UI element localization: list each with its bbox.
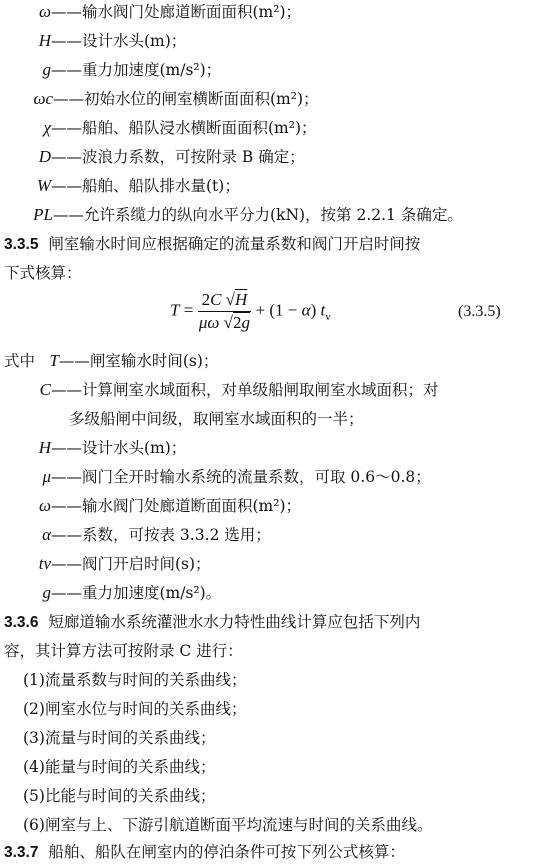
def2-alpha: α——系数，可按表 3.3.2 选用； [42,525,271,544]
section-3-3-6-line2: 容，其计算方法可按附录 C 进行： [4,642,243,660]
list-item-3: (3)流量与时间的关系曲线； [23,729,216,747]
list-item-4: (4)能量与时间的关系曲线； [23,758,216,776]
formula-3-3-5: T = $\frac{2C √H}{\mu\omega √2g}$ + (1 − α) $t_v$ [170,290,331,332]
def-chi: χ——船舶、船队浸水横断面面积(m²)； [43,118,317,137]
def-omega-c: ωc——初始水位的闸室横断面面积(m²)； [33,89,319,108]
section-3-3-7-heading: 3.3.7 船舶、船队在闸室内的停泊条件可按下列公式核算： [4,843,405,861]
section-3-3-6-heading: 3.3.6 短廊道输水系统灌泄水水力特性曲线计算应包括下列内 [4,613,421,631]
def2-C-cont: 多级船闸中间级，取闸室水域面积的一半； [69,410,364,428]
def2-H: H——设计水头(m)； [38,438,187,457]
formula-fraction: $\frac{2C √H}{\mu\omega √2g}$ [198,290,250,332]
list-item-2: (2)闸室水位与时间的关系曲线； [23,700,247,718]
list-item-6: (6)闸室与上、下游引航道断面平均流速与时间的关系曲线。 [23,816,433,834]
def2-tv: tv——阀门开启时间(s)； [38,554,211,573]
section-3-3-5-heading: 3.3.5 闸室输水时间应根据确定的流量系数和阀门开启时间按 [4,235,421,253]
def-omega: ω——输水阀门处廊道断面面积(m²)； [31,1,301,23]
shizhong-label: 式中 [4,352,36,370]
def-H: H——设计水头(m)； [38,31,187,50]
def2-mu: μ——阀门全开时输水系统的流量系数，可取 0.6～0.8； [42,467,431,486]
def-g: g——重力加速度(m/s²)； [42,60,222,79]
list-item-1: (1)流量系数与时间的关系曲线； [23,671,247,689]
def2-T: 式中 T——闸室输水时间(s)； [4,351,219,370]
list-item-5: (5)比能与时间的关系曲线； [23,787,216,805]
equation-number: (3.3.5) [458,303,501,320]
def-PL: PL——允许系缆力的纵向水平分力(kN)，按第 2.2.1 条确定。 [33,205,463,224]
def-symbol: ω [38,2,51,21]
def-D: D——波浪力系数，可按附录 B 确定； [38,147,305,166]
def-text: 输水阀门处廊道断面面积(m²)； [82,3,302,21]
def2-omega: ω——输水阀门处廊道断面面积(m²)； [38,496,302,515]
def2-C: C——计算闸室水域面积，对单级船闸取闸室水域面积；对 [39,380,439,399]
def2-g: g——重力加速度(m/s²)。 [42,583,222,602]
def-W: W——船舶、船队排水量(t)； [36,176,240,195]
section-3-3-5-line2: 下式核算： [4,264,82,282]
